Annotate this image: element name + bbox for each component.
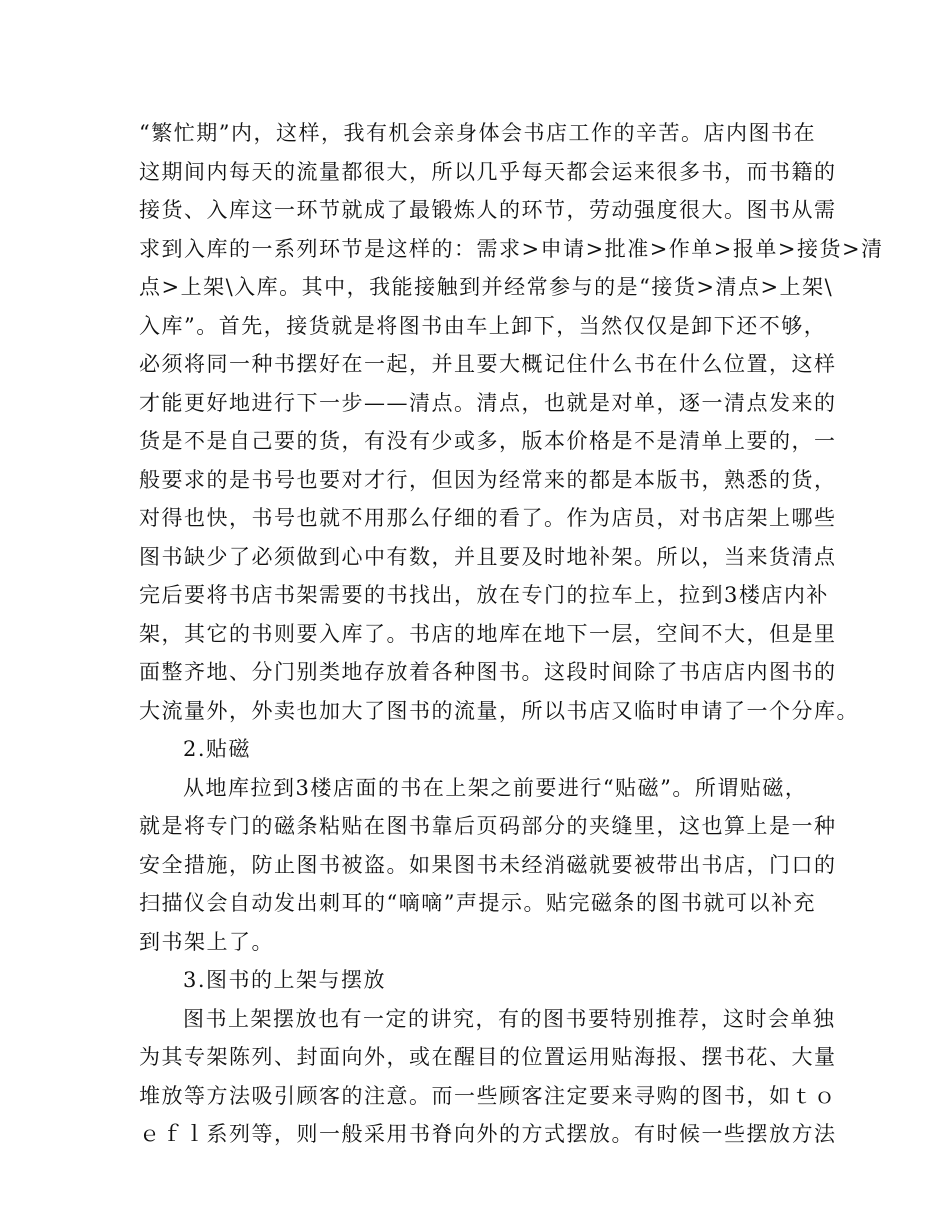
text-line: 才能更好地进行下一步——清点。清点，也就是对单，逐一清点发来的 — [139, 390, 837, 415]
text-line: 从地库拉到3楼店面的书在上架之前要进行“贴磁”。所谓贴磁， — [183, 775, 808, 800]
text-line: 点>上架\入库。其中，我能接触到并经常参与的是“接货>清点>上架\ — [139, 275, 834, 299]
text-line: 求到入库的一系列环节是这样的：需求>申请>批准>作单>报单>接货>清 — [139, 236, 884, 261]
text-line: 大流量外，外卖也加大了图书的流量，所以书店又临时申请了一个分库。 — [139, 698, 859, 723]
text-line: 对得也快，书号也就不用那么仔细的看了。作为店员，对书店架上哪些 — [139, 506, 837, 530]
text-line: 扫描仪会自动发出刺耳的“嘀嘀”声提示。贴完磁条的图书就可以补充 — [139, 891, 816, 915]
text-line: 入库”。首先，接货就是将图书由车上卸下，当然仅仅是卸下还不够， — [139, 313, 827, 338]
text-line: 货是不是自己要的货，有没有少或多，版本价格是不是清单上要的，一 — [139, 429, 837, 453]
text-line: 般要求的是书号也要对才行，但因为经常来的都是本版书，熟悉的货， — [139, 467, 837, 492]
paragraph-p1 — [139, 114, 884, 730]
text-line: 到书架上了。 — [139, 929, 274, 954]
section-heading-3 — [139, 961, 839, 1000]
text-line: “繁忙期”内，这样，我有机会亲身体会书店工作的辛苦。店内图书在 — [139, 121, 816, 145]
section-heading-2 — [139, 730, 839, 769]
paragraph-p2 — [139, 769, 839, 962]
text-line: 面整齐地、分门别类地存放着各种图书。这段时间除了书店店内图书的 — [139, 660, 837, 684]
heading-text: 2.贴磁 — [183, 737, 252, 761]
heading-text: 3.图书的上架与摆放 — [183, 968, 387, 992]
text-line: 安全措施，防止图书被盗。如果图书未经消磁就要被带出书店，门口的 — [139, 852, 837, 877]
text-line: 图书上架摆放也有一定的讲究，有的图书要特别推荐，这时会单独 — [183, 1006, 836, 1031]
document-body — [139, 114, 884, 1154]
text-line: 这期间内每天的流量都很大，所以几乎每天都会运来很多书，而书籍的 — [139, 159, 837, 184]
text-line: 堆放等方法吸引顾客的注意。而一些顾客注定要来寻购的图书，如ｔｏ — [139, 1083, 837, 1108]
text-line: 架，其它的书则要入库了。书店的地库在地下一层，空间不大，但是里 — [139, 621, 837, 646]
paragraph-p3 — [139, 1000, 839, 1154]
text-line: 完后要将书店书架需要的书找出，放在专门的拉车上，拉到3楼店内补 — [139, 583, 829, 607]
text-line: 就是将专门的磁条粘贴在图书靠后页码部分的夹缝里，这也算上是一种 — [139, 814, 837, 838]
text-line: 图书缺少了必须做到心中有数，并且要及时地补架。所以，当来货清点 — [139, 544, 837, 569]
text-line: 必须将同一种书摆好在一起，并且要大概记住什么书在什么位置，这样 — [139, 352, 837, 376]
text-line: 为其专架陈列、封面向外，或在醒目的位置运用贴海报、摆书花、大量 — [139, 1045, 837, 1069]
text-line: ｅｆｌ系列等，则一般采用书脊向外的方式摆放。有时候一些摆放方法 — [139, 1122, 837, 1146]
text-line: 接货、入库这一环节就成了最锻炼人的环节，劳动强度很大。图书从需 — [139, 198, 837, 222]
